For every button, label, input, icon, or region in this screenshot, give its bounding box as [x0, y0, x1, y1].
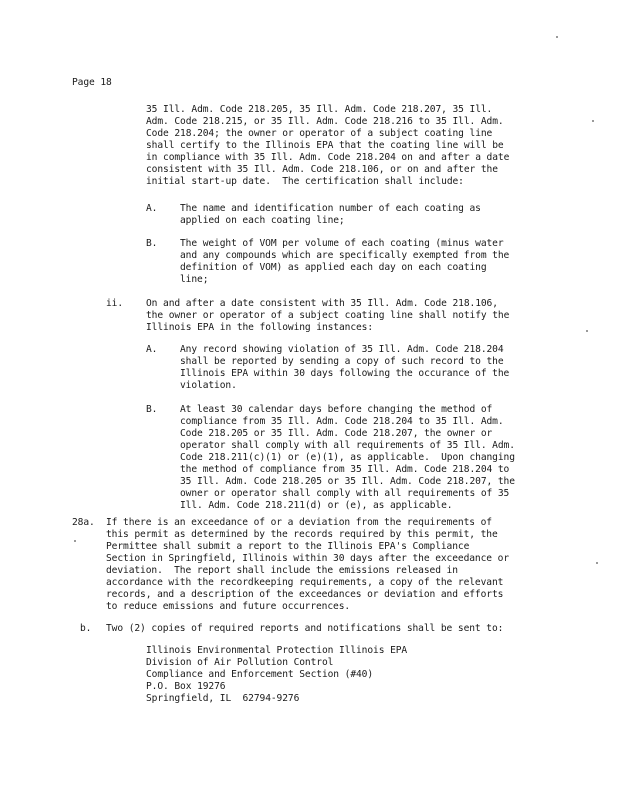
intro-line: initial start-up date. The certification shall include: — [146, 176, 464, 187]
item-ii-a-line: Any record showing violation of 35 Ill. Adm. Code 218.204 — [180, 344, 504, 355]
address-line: Compliance and Enforcement Section (#40) — [146, 669, 374, 680]
item-ii-a-line: shall be reported by sending a copy of such record to the — [180, 356, 504, 367]
item-ii-a-line: violation. — [180, 380, 237, 391]
scan-speck — [592, 120, 594, 122]
intro-line: Code 218.204; the owner or operator of a subject coating line — [146, 128, 493, 139]
item-b-label: b. — [80, 623, 92, 634]
intro-line: shall certify to the Illinois EPA that the coating line will be — [146, 140, 504, 151]
intro-line: consistent with 35 Ill. Adm. Code 218.106, or on and after the — [146, 164, 498, 175]
item-ii-line: Illinois EPA in the following instances: — [146, 322, 374, 333]
item-ii-b-line: Code 218.205 or 35 Ill. Adm. Code 218.207, the owner or — [180, 428, 493, 439]
item-ii-b-line: operator shall comply with all requirements of 35 Ill. Adm. — [180, 440, 515, 451]
item-ii-line: the owner or operator of a subject coating line shall notify the — [146, 310, 510, 321]
cert-item-b-line: and any compounds which are specifically exempted from the — [180, 250, 510, 261]
scan-speck — [74, 540, 76, 542]
address-line: P.O. Box 19276 — [146, 681, 226, 692]
page-header: Page 18 — [72, 77, 112, 88]
cert-item-b-line: The weight of VOM per volume of each coating (minus water — [180, 238, 504, 249]
intro-line: 35 Ill. Adm. Code 218.205, 35 Ill. Adm. Code 218.207, 35 Ill. — [146, 104, 493, 115]
address-line: Division of Air Pollution Control — [146, 657, 334, 668]
address-line: Springfield, IL 62794-9276 — [146, 693, 300, 704]
item-28a-line: to reduce emissions and future occurrences. — [106, 601, 351, 612]
item-28a-line: this permit as determined by the records required by this permit, the — [106, 529, 498, 540]
item-ii-b-label: B. — [146, 404, 158, 415]
item-ii-a-line: Illinois EPA within 30 days following the occurance of the — [180, 368, 510, 379]
item-28a-label: 28a. — [72, 517, 95, 528]
scan-speck — [586, 330, 588, 332]
item-ii-line: On and after a date consistent with 35 Ill. Adm. Code 218.106, — [146, 298, 498, 309]
cert-item-b-line: definition of VOM) as applied each day on each coating — [180, 262, 487, 273]
address-line: Illinois Environmental Protection Illinois EPA — [146, 645, 408, 656]
item-28a-line: accordance with the recordkeeping requirements, a copy of the relevant — [106, 577, 504, 588]
item-ii-b-line: owner or operator shall comply with all requirements of 35 — [180, 488, 510, 499]
item-28a-line: records, and a description of the exceedances or deviation and efforts — [106, 589, 504, 600]
cert-item-a-label: A. — [146, 203, 158, 214]
item-28a-line: Section in Springfield, Illinois within 30 days after the exceedance or — [106, 553, 509, 564]
cert-item-b-label: B. — [146, 238, 158, 249]
item-ii-label: ii. — [106, 298, 124, 309]
item-ii-a-label: A. — [146, 344, 158, 355]
item-ii-b-line: At least 30 calendar days before changing the method of — [180, 404, 493, 415]
item-28a-line: Permittee shall submit a report to the Illinois EPA's Compliance — [106, 541, 470, 552]
scan-speck — [596, 562, 598, 564]
item-ii-b-line: Ill. Adm. Code 218.211(d) or (e), as applicable. — [180, 500, 453, 511]
intro-line: Adm. Code 218.215, or 35 Ill. Adm. Code 218.216 to 35 Ill. Adm. — [146, 116, 504, 127]
item-ii-b-line: Code 218.211(c)(1) or (e)(1), as applicable. Upon changing — [180, 452, 515, 463]
item-28a-line: If there is an exceedance of or a deviation from the requirements of — [106, 517, 492, 528]
item-ii-b-line: compliance from 35 Ill. Adm. Code 218.204 to 35 Ill. Adm. — [180, 416, 504, 427]
cert-item-b-line: line; — [180, 274, 209, 285]
item-b-line: Two (2) copies of required reports and notifications shall be sent to: — [106, 623, 504, 634]
item-ii-b-line: the method of compliance from 35 Ill. Adm. Code 218.204 to — [180, 464, 510, 475]
cert-item-a-line: applied on each coating line; — [180, 215, 345, 226]
item-28a-line: deviation. The report shall include the emissions released in — [106, 565, 458, 576]
intro-line: in compliance with 35 Ill. Adm. Code 218.204 on and after a date — [146, 152, 510, 163]
scan-speck — [556, 36, 558, 38]
item-ii-b-line: 35 Ill. Adm. Code 218.205 or 35 Ill. Adm. Code 218.207, the — [180, 476, 515, 487]
cert-item-a-line: The name and identification number of each coating as — [180, 203, 481, 214]
